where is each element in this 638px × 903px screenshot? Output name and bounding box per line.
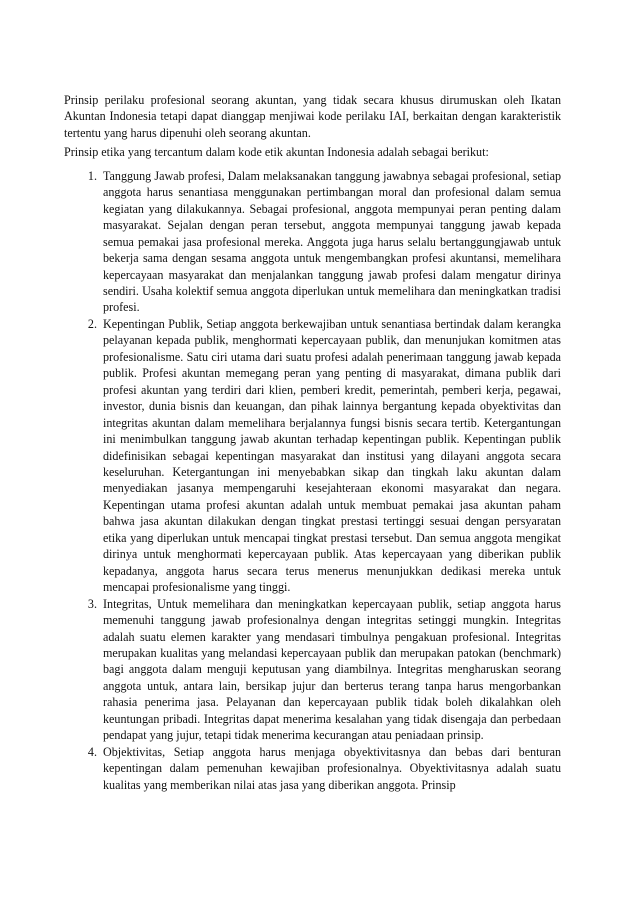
ethics-principles-list (64, 168, 561, 793)
intro-paragraph: Prinsip perilaku profesional seorang akuntan, yang tidak secara khusus dirumuskan oleh Ikatan Akuntan Indonesia tetapi dapat dianggap menjiwai kode perilaku IAI, berkaitan dengan karakteristik tertentu yang harus dipenuhi oleh seorang akuntan. (64, 93, 561, 140)
principle-objektivitas: 4. Objektivitas, Setiap anggota harus menjaga obyektivitasnya dan bebas dari benturan kepentingan dalam pemenuhan kewajiban profesionalnya. Obyektivitasnya adalah suatu kualitas yang memberikan nilai atas jasa yang diberikan anggota. Prinsip (100, 744, 561, 793)
principle-kepentingan-publik: 2. Kepentingan Publik, Setiap anggota berkewajiban untuk senantiasa bertindak dalam kerangka pelayanan kepada publik, menghormati kepercayaan publik, dan menunjukan komitmen atas profesionalisme. Satu ciri utama dari suatu profesi adalah penerimaan tanggung jawab kepada publik. Profesi akuntan memegang peran yang penting di masyarakat, dimana publik dari profesi akuntan yang terdiri dari klien, pemberi kredit, pemerintah, pemberi kerja, pegawai, investor, dunia bisnis dan keuangan, dan pihak lainnya bergantung kepada obyektivitas dan integritas akuntan dalam memelihara berjalannya fungsi bisnis secara tertib. Ketergantungan ini menimbulkan tanggung jawab akuntan terhadap kepentingan publik. Kepentingan publik didefinisikan sebagai kepentingan masyarakat dan institusi yang dilayani anggota secara keseluruhan. Ketergantungan ini menyebabkan sikap dan tingkah laku akuntan dalam menyediakan jasanya mempengaruhi kesejahteraan ekonomi masyarakat dan negara. Kepentingan utama profesi akuntan adalah untuk membuat pemakai jasa akuntan paham bahwa jasa akuntan dilakukan dengan tingkat prestasi tertinggi sesuai dengan persyaratan etika yang diperlukan untuk mencapai tingkat prestasi tersebut. Dan semua anggota mengikat dirinya untuk menghormati kepercayaan publik. Atas kepercayaan yang diberikan publik kepadanya, anggota harus secara terus menerus menunjukkan dedikasi mereka untuk mencapai profesionalisme yang tinggi. (100, 316, 561, 596)
principle-tanggung-jawab: 1. Tanggung Jawab profesi, Dalam melaksanakan tanggung jawabnya sebagai profesional, setiap anggota harus senantiasa menggunakan pertimbangan moral dan profesional dalam semua kegiatan yang dilakukannya. Sebagai profesional, anggota mempunyai peran penting dalam masyarakat. Sejalan dengan peran tersebut, anggota mempunyai tanggung jawab kepada semua pemakai jasa profesional mereka. Anggota juga harus selalu bertanggungjawab untuk bekerja sama dengan sesama anggota untuk mengembangkan profesi akuntansi, memelihara kepercayaan masyarakat dan menjalankan tanggung jawab profesi dalam mengatur dirinya sendiri. Usaha kolektif semua anggota diperlukan untuk memelihara dan meningkatkan tradisi profesi. (100, 168, 561, 316)
principle-integritas: 3. Integritas, Untuk memelihara dan meningkatkan kepercayaan publik, setiap anggota harus memenuhi tanggung jawab profesionalnya dengan integritas setinggi mungkin. Integritas adalah suatu elemen karakter yang mendasari timbulnya pengakuan profesional. Integritas merupakan kualitas yang melandasi kepercayaan publik dan merupakan patokan (benchmark) bagi anggota dalam menguji keputusan yang diambilnya. Integritas mengharuskan seorang anggota untuk, antara lain, bersikap jujur dan berterus terang tanpa harus mengorbankan rahasia penerima jasa. Pelayanan dan kepercayaan publik tidak boleh dikalahkan oleh keuntungan pribadi. Integritas dapat menerima kesalahan yang tidak disengaja dan perbedaan pendapat yang jujur, tetapi tidak menerima kecurangan atau peniadaan prinsip. (100, 596, 561, 744)
intro-lead-in: Prinsip etika yang tercantum dalam kode etik akuntan Indonesia adalah sebagai berikut: (64, 145, 489, 160)
